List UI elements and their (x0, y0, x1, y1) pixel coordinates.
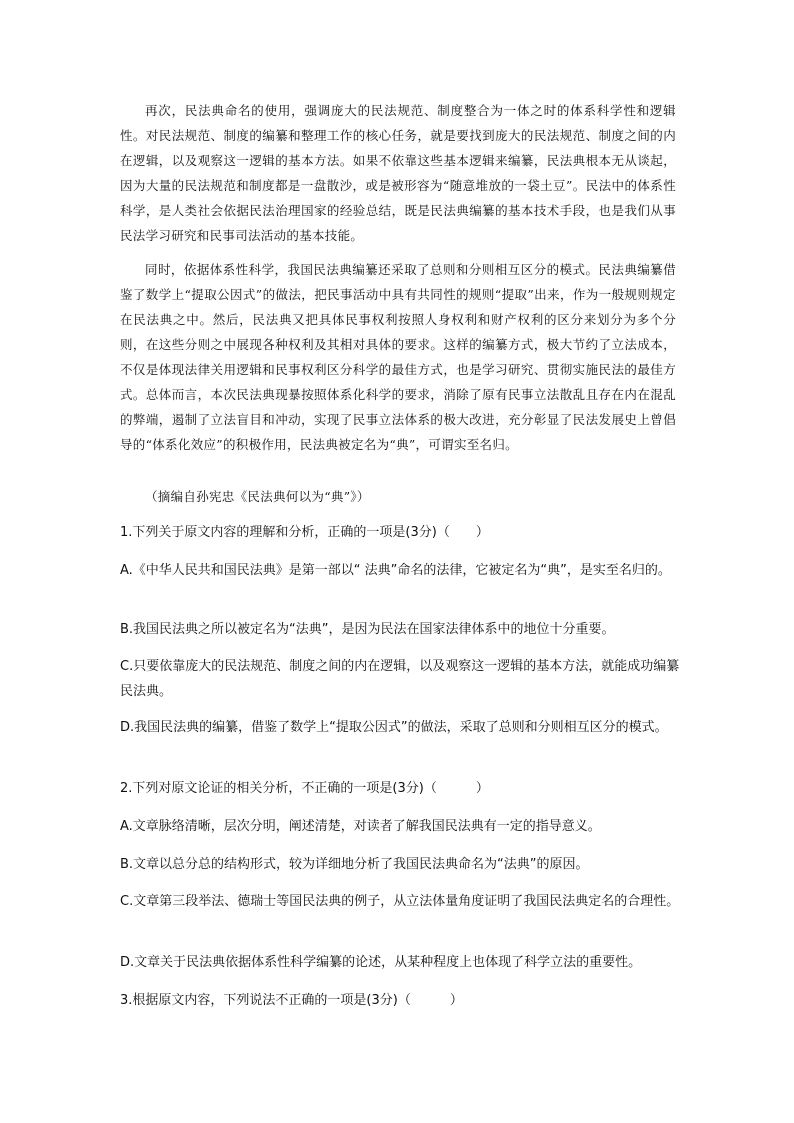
question-2-option-b: B.文章以总分总的结构形式，较为详细地分析了我国民法典命名为“法典”的原因。 (120, 857, 589, 872)
passage-paragraph-2: 同时，依据体系性科学，我国民法典编纂还采取了总则和分则相互区分的模式。民法典编纂借鉴了数学上“提取公因式”的做法，把民事活动中具有共同性的规则“提取”出来，作为一般规则规定在民法典之中。然后，民法典又把具体民事权利按照人身权利和财产权利的区分来划分为多个分则，在这些分则之中展现各种权利及其相对具体的要求。这样的编纂方式，极大节约了立法成本，不仅是体现法律关用逻辑和民事权利区分科学的最佳方式，也是学习研究、贯彻实施民法的最佳方式。总体而言，本次民法典现暴按照体系化科学的要求，消除了原有民事立法散乱且存在内在混乱的弊端，遏制了立法盲目和冲动，实现了民事立法体系的极大改进，充分彰显了民法发展史上曾倡导的“体系化效应”的积极作用，民法典被定名为“典”，可谓实至名归。 (120, 262, 676, 452)
question-2-option-d: D.文章关于民法典依据体系性科学编纂的论述，从某种程度上也体现了科学立法的重要性。 (120, 955, 642, 970)
question-1-stem: 1.下列关于原文内容的理解和分析，正确的一项是(3分)（ ） (120, 525, 489, 540)
question-2-option-c: C.文章第三段举法、德瑞士等国民法典的例子，从立法体量角度证明了我国民法典定名的合理性。 (120, 894, 680, 909)
question-2-stem: 2.下列对原文论证的相关分析，不正确的一项是(3分)（ ） (120, 781, 489, 796)
question-1-option-d: D.我国民法典的编纂，借鉴了数学上“提取公因式”的做法，采取了总则和分则相互区分的模式。 (120, 720, 668, 735)
passage-source: （摘编自孙宪忠《民法典何以为“典”》） (145, 489, 370, 504)
question-1-option-b: B.我国民法典之所以被定名为“法典”，是因为民法在国家法律体系中的地位十分重要。 (120, 622, 615, 637)
passage-paragraph-1: 再次，民法典命名的使用，强调庞大的民法规范、制度整合为一体之时的体系科学性和逻辑性。对民法规范、制度的编纂和整理工作的核心任务，就是要找到庞大的民法规范、制度之间的内在逻辑，以及观察这一逻辑的基本方法。如果不依靠这些基本逻辑来编纂，民法典根本无从谈起，因为大量的民法规范和制度都是一盘散沙，或是被形容为“随意堆放的一袋土豆”。民法中的体系性科学，是人类社会依据民法治理国家的经验总结，既是民法典编纂的基本技术手段，也是我们从事民法学习研究和民事司法活动的基本技能。 (120, 103, 676, 243)
question-3-stem: 3.根据原文内容，下列说法不正确的一项是(3分)（ ） (120, 993, 463, 1008)
question-2-option-a: A.文章脉络清晰，层次分明，阐述清楚，对读者了解我国民法典有一定的指导意义。 (120, 819, 601, 834)
question-1-option-a: A.《中华人民共和国民法典》是第一部以“ 法典”命名的法律，它被定名为“典”，是实至名归的。 (120, 563, 671, 578)
question-1-option-c: C.只要依靠庞大的民法规范、制度之间的内在逻辑，以及观察这一逻辑的基本方法，就能成功编纂民法典。 (120, 659, 680, 699)
